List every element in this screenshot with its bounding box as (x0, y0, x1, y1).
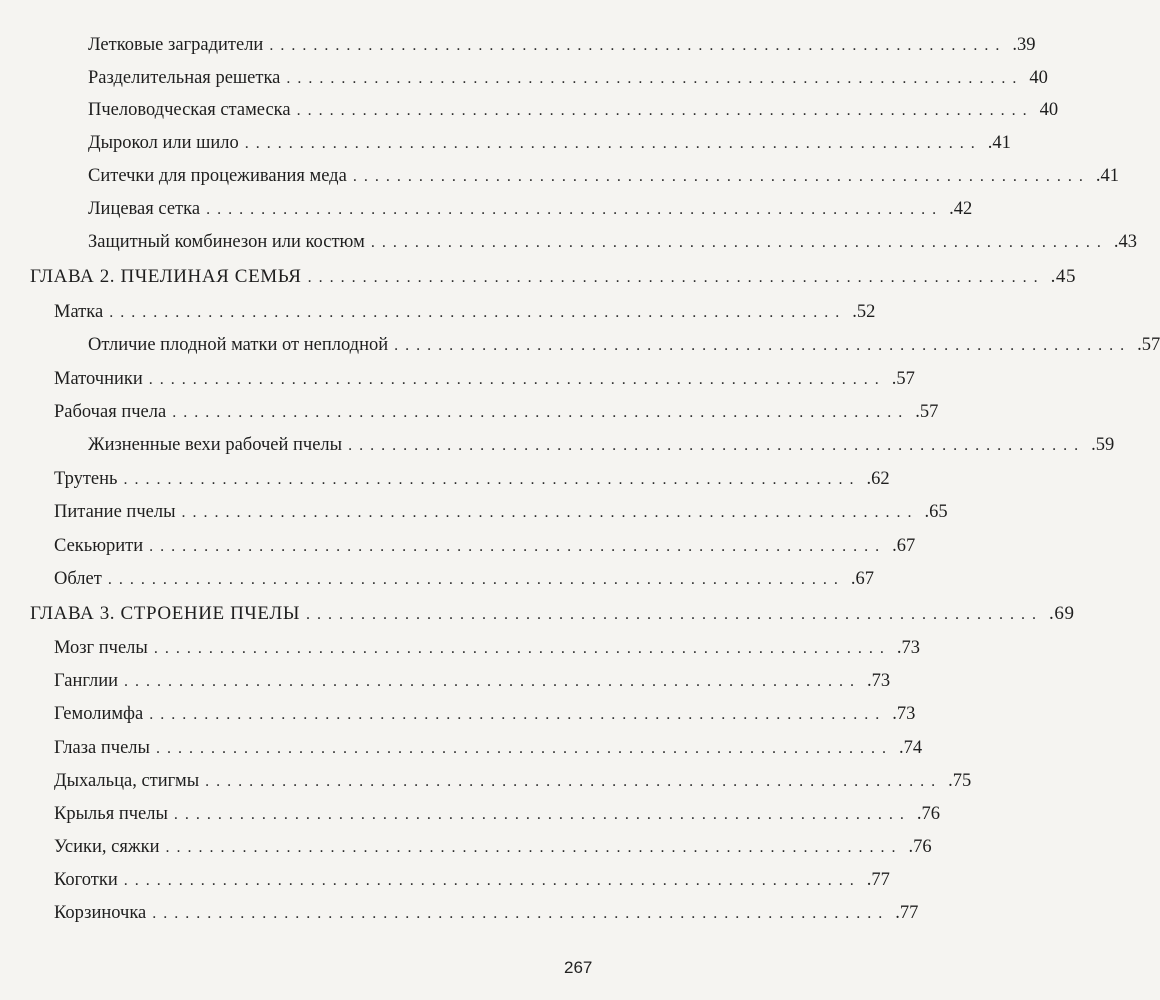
page-number: 267 (564, 958, 593, 977)
toc-page-number: .59 (1091, 435, 1115, 455)
toc-entry-title: Разделительная решетка (88, 68, 281, 88)
toc-entry (54, 801, 941, 828)
toc-page-number: .52 (852, 302, 876, 322)
toc-entry (54, 566, 874, 593)
toc-entry (54, 533, 916, 560)
dot-leader: ................................................................... (206, 201, 944, 218)
toc-entry (88, 332, 1160, 359)
toc-page-number: .57 (1137, 335, 1160, 355)
toc-entry-title: Дыхальца, стигмы (54, 771, 200, 791)
toc-entry (54, 499, 948, 526)
toc-page-number: 40 (1039, 100, 1059, 120)
toc-entry-title: Секьюрити (54, 536, 144, 556)
toc-entry-title: Защитный комбинезон или костюм (88, 232, 365, 252)
toc-page-number: .39 (1012, 35, 1036, 55)
dot-leader: ................................................................... (244, 135, 982, 152)
dot-leader: ................................................................... (109, 304, 847, 321)
toc-page-number: .69 (1049, 603, 1075, 624)
toc-entry-title: Крылья пчелы (54, 804, 168, 824)
toc-entry-title: Усики, сяжки (54, 837, 160, 857)
dot-leader: ................................................................... (172, 404, 910, 421)
toc-page-number: .62 (866, 469, 890, 489)
dot-leader: ................................................................... (107, 571, 845, 588)
toc-entry (88, 130, 1011, 157)
toc-entry-title: ГЛАВА 3. СТРОЕНИЕ ПЧЕЛЫ (30, 603, 300, 624)
dot-leader: ................................................................... (286, 70, 1024, 87)
toc-entry (88, 32, 1036, 59)
toc-page-number: .77 (866, 870, 890, 890)
toc-page-number: .76 (916, 804, 941, 824)
dot-leader: ................................................................... (155, 740, 893, 757)
toc-page-number: .45 (1050, 266, 1077, 287)
toc-entry-title: Коготки (54, 870, 118, 890)
toc-entry-title: Облет (54, 569, 102, 589)
toc-entry-title: ГЛАВА 2. ПЧЕЛИНАЯ СЕМЬЯ (30, 266, 302, 287)
toc-entry-title: Ганглии (54, 671, 119, 691)
toc-page-number: .67 (892, 536, 916, 556)
toc-entry-title: Дырокол или шило (88, 133, 239, 153)
dot-leader: ................................................................... (148, 371, 886, 388)
toc-entry (54, 867, 890, 894)
toc-chapter-heading (30, 264, 1077, 291)
toc-entry-title: Жизненные вехи рабочей пчелы (88, 435, 343, 455)
dot-leader: ................................................................... (149, 706, 887, 723)
toc-entry-title: Мозг пчелы (54, 638, 148, 658)
dot-leader: ................................................................... (123, 471, 861, 488)
toc-page-number: .75 (948, 771, 972, 791)
toc-page-number: .57 (915, 402, 939, 422)
toc-entry (54, 900, 919, 927)
toc-entry (88, 163, 1119, 190)
toc-entry (88, 196, 973, 223)
dot-leader: ................................................................... (269, 37, 1007, 54)
toc-page-number: .42 (949, 199, 973, 219)
toc-entry-title: Летковые заградители (88, 35, 264, 55)
dot-leader: ................................................................... (348, 437, 1086, 454)
toc-entry-title: Пчеловодческая стамеска (88, 100, 291, 120)
toc-page-number: .41 (987, 133, 1011, 153)
dot-leader: ................................................................... (394, 337, 1132, 354)
dot-leader: ................................................................... (123, 872, 861, 889)
toc-page-number: .65 (924, 502, 948, 522)
toc-entry-title: Маточники (54, 369, 143, 389)
dot-leader: ................................................................... (124, 673, 862, 690)
dot-leader: ................................................................... (306, 606, 1043, 623)
toc-entry (88, 97, 1059, 124)
dot-leader: ................................................................... (181, 504, 919, 521)
dot-leader: ................................................................... (205, 773, 943, 790)
toc-entry (54, 299, 876, 326)
toc-page-number: .73 (892, 704, 916, 724)
toc-page-number: .77 (895, 903, 919, 923)
toc-entry (88, 432, 1115, 459)
toc-page-number: .43 (1113, 232, 1137, 252)
toc-entry-title: Глаза пчелы (54, 738, 150, 758)
toc-page-number: .73 (896, 638, 920, 658)
toc-entry-title: Корзиночка (54, 903, 147, 923)
toc-entry-title: Ситечки для процеживания меда (88, 166, 347, 186)
dot-leader: ................................................................... (173, 806, 911, 823)
toc-entry-title: Отличие плодной матки от неплодной (88, 335, 389, 355)
toc-entry (54, 635, 920, 662)
toc-entry (54, 768, 972, 795)
toc-entry (54, 834, 932, 861)
toc-page-number: .73 (867, 671, 891, 691)
dot-leader: ................................................................... (153, 640, 891, 657)
dot-leader: ................................................................... (149, 538, 887, 555)
toc-page-number: .67 (850, 569, 874, 589)
dot-leader: ................................................................... (296, 102, 1034, 119)
toc-page-number: .57 (891, 369, 915, 389)
toc-entry (54, 701, 916, 728)
toc-page-number: .41 (1095, 166, 1119, 186)
toc-entry-title: Трутень (54, 469, 118, 489)
dot-leader: ................................................................... (307, 269, 1045, 286)
toc-entry (54, 735, 923, 762)
toc-entry-title: Рабочая пчела (54, 402, 167, 422)
toc-entry (54, 668, 891, 695)
dot-leader: ................................................................... (165, 839, 903, 856)
toc-entry (54, 366, 915, 393)
toc-entry-title: Лицевая сетка (88, 199, 201, 219)
dot-leader: ................................................................... (152, 905, 890, 922)
toc-entry (54, 399, 939, 426)
dot-leader: ................................................................... (370, 234, 1108, 251)
toc-entry-title: Питание пчелы (54, 502, 176, 522)
toc-entry-title: Гемолимфа (54, 704, 144, 724)
dot-leader: ................................................................... (352, 168, 1090, 185)
toc-entry (88, 229, 1137, 256)
toc-entry (88, 65, 1048, 92)
toc-page-number: 40 (1029, 68, 1048, 88)
toc-page-number: .76 (908, 837, 932, 857)
toc-page-number: .74 (898, 738, 923, 758)
toc-entry-title: Матка (54, 302, 104, 322)
toc-entry (54, 466, 890, 493)
toc-chapter-heading (30, 601, 1075, 628)
